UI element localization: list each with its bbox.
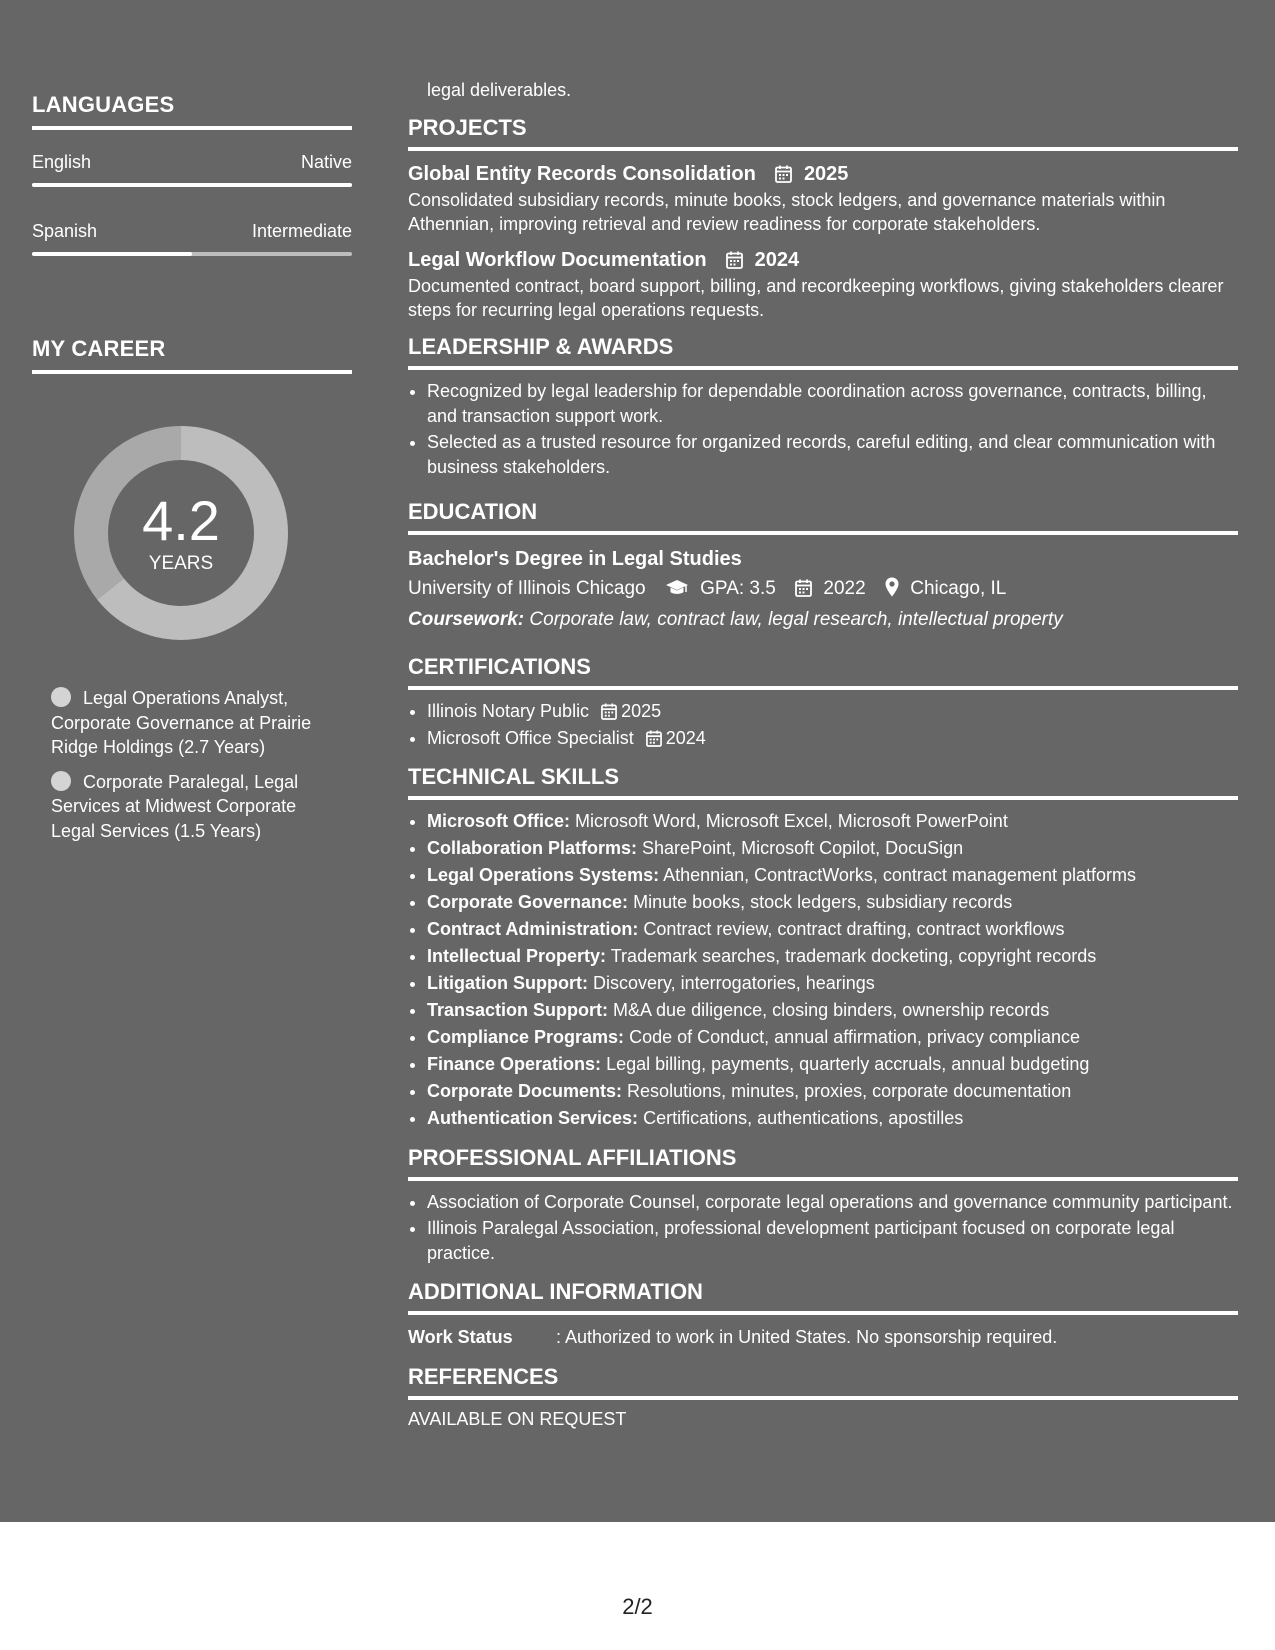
career-item: Corporate Paralegal, Legal Services at Midwest Corporate Legal Services (1.5 Years) [51, 771, 299, 841]
skills-list [408, 809, 1238, 1131]
certifications-list [408, 699, 1238, 750]
project-description: Consolidated subsidiary records, minute books, stock ledgers, and governance materials within Athennian, improving retrieval and review readiness for corporate stakeholders. [408, 190, 1166, 234]
affiliations-list [408, 1190, 1238, 1266]
right-column [408, 78, 1238, 1430]
references-title: REFERENCES [408, 1364, 1238, 1400]
language-level-fill [32, 183, 352, 187]
skill-item: • Finance Operations: Legal billing, payments, quarterly accruals, annual budgeting [427, 1052, 1238, 1077]
education-school: University of Illinois Chicago [408, 578, 646, 599]
work-status-value: : Authorized to work in United States. No sponsorship required. [556, 1327, 1058, 1347]
project-name: Legal Workflow Documentation [408, 249, 707, 271]
education-title: EDUCATION [408, 499, 1238, 535]
list-item: • Illinois Paralegal Association, professional development participant focused on corporate legal practice. [427, 1216, 1238, 1265]
project-year: 2024 [754, 249, 800, 271]
affiliations-title: PROFESSIONAL AFFILIATIONS [408, 1145, 1238, 1181]
certifications-title: CERTIFICATIONS [408, 654, 1238, 690]
education-year: 2022 [823, 578, 866, 599]
education-degree: Bachelor's Degree in Legal Studies [408, 548, 742, 570]
coursework-label: Coursework: [408, 609, 525, 630]
skill-item: • Corporate Documents: Resolutions, minutes, proxies, corporate documentation [427, 1079, 1238, 1104]
leadership-title: LEADERSHIP & AWARDS [408, 334, 1238, 370]
career-title: MY CAREER [32, 336, 352, 374]
skill-item: • Litigation Support: Discovery, interrogatories, hearings [427, 971, 1238, 996]
list-item: • Recognized by legal leadership for dependable coordination across governance, contracts, billing, and transaction support work. [427, 379, 1238, 428]
language-level-bar [32, 252, 352, 256]
education-gpa: GPA: 3.5 [700, 578, 776, 599]
skill-item: • Transaction Support: M&A due diligence, closing binders, ownership records [427, 998, 1238, 1023]
skill-item: • Collaboration Platforms: SharePoint, Microsoft Copilot, DocuSign [427, 836, 1238, 861]
language-level: Intermediate [251, 221, 352, 241]
list-item: • Association of Corporate Counsel, corporate legal operations and governance community participant. [427, 1190, 1238, 1215]
list-item: • Selected as a trusted resource for organized records, careful editing, and clear communication with business stakeholders. [427, 430, 1238, 479]
calendar-icon [775, 165, 792, 183]
career-donut-chart [66, 418, 296, 648]
language-item [32, 152, 352, 187]
additional-title: ADDITIONAL INFORMATION [408, 1279, 1238, 1315]
work-status-row [408, 1324, 1238, 1350]
language-level: Native [300, 152, 352, 172]
page-number: 2/2 [622, 1594, 653, 1619]
calendar-icon [726, 251, 743, 269]
skill-item: • Authentication Services: Certifications, authentications, apostilles [427, 1106, 1238, 1131]
career-total-unit: YEARS [148, 553, 214, 574]
project-item [408, 246, 1238, 322]
career-dot-icon [51, 771, 71, 791]
skill-item: • Microsoft Office: Microsoft Word, Microsoft Excel, Microsoft PowerPoint [427, 809, 1238, 834]
skills-title: TECHNICAL SKILLS [408, 764, 1238, 800]
career-total-years: 4.2 [142, 489, 220, 552]
references-text: AVAILABLE ON REQUEST [408, 1409, 627, 1429]
skill-item: • Compliance Programs: Code of Conduct, annual affirmation, privacy compliance [427, 1025, 1238, 1050]
projects-title: PROJECTS [408, 115, 1238, 151]
education-coursework [408, 604, 1238, 636]
certification-item: • Microsoft Office Specialist 2024 [427, 726, 1238, 751]
language-level-bar [32, 183, 352, 187]
certification-item: • Illinois Notary Public 2025 [427, 699, 1238, 724]
project-item [408, 160, 1238, 236]
continuation-text: legal deliverables. [427, 80, 572, 100]
skill-item: • Corporate Governance: Minute books, stock ledgers, subsidiary records [427, 890, 1238, 915]
project-year: 2025 [803, 163, 849, 185]
education-details [408, 574, 1238, 604]
career-dot-icon [51, 687, 71, 707]
location-pin-icon [885, 577, 899, 597]
language-name: English [32, 152, 92, 172]
skill-item: • Legal Operations Systems: Athennian, ContractWorks, contract management platforms [427, 863, 1238, 888]
career-item: Legal Operations Analyst, Corporate Governance at Prairie Ridge Holdings (2.7 Years) [51, 688, 312, 757]
project-description: Documented contract, board support, billing, and recordkeeping workflows, giving stakeholders clearer steps for recurring legal operations requests. [408, 276, 1224, 320]
education-location: Chicago, IL [910, 578, 1007, 599]
calendar-icon [646, 730, 662, 747]
language-item [32, 221, 352, 256]
language-level-fill [32, 252, 192, 256]
graduation-cap-icon [665, 579, 689, 597]
calendar-icon [601, 703, 617, 720]
work-status-label: Work Status [408, 1327, 513, 1347]
career-list [51, 686, 341, 843]
left-column [32, 92, 352, 853]
project-name: Global Entity Records Consolidation [408, 163, 756, 185]
calendar-icon [795, 579, 812, 597]
skill-item: • Intellectual Property: Trademark searches, trademark docketing, copyright records [427, 944, 1238, 969]
coursework-value: Corporate law, contract law, legal research, intellectual property [529, 609, 1063, 630]
languages-title: LANGUAGES [32, 92, 352, 130]
language-name: Spanish [32, 221, 98, 241]
leadership-list [408, 379, 1238, 479]
skill-item: • Contract Administration: Contract review, contract drafting, contract workflows [427, 917, 1238, 942]
